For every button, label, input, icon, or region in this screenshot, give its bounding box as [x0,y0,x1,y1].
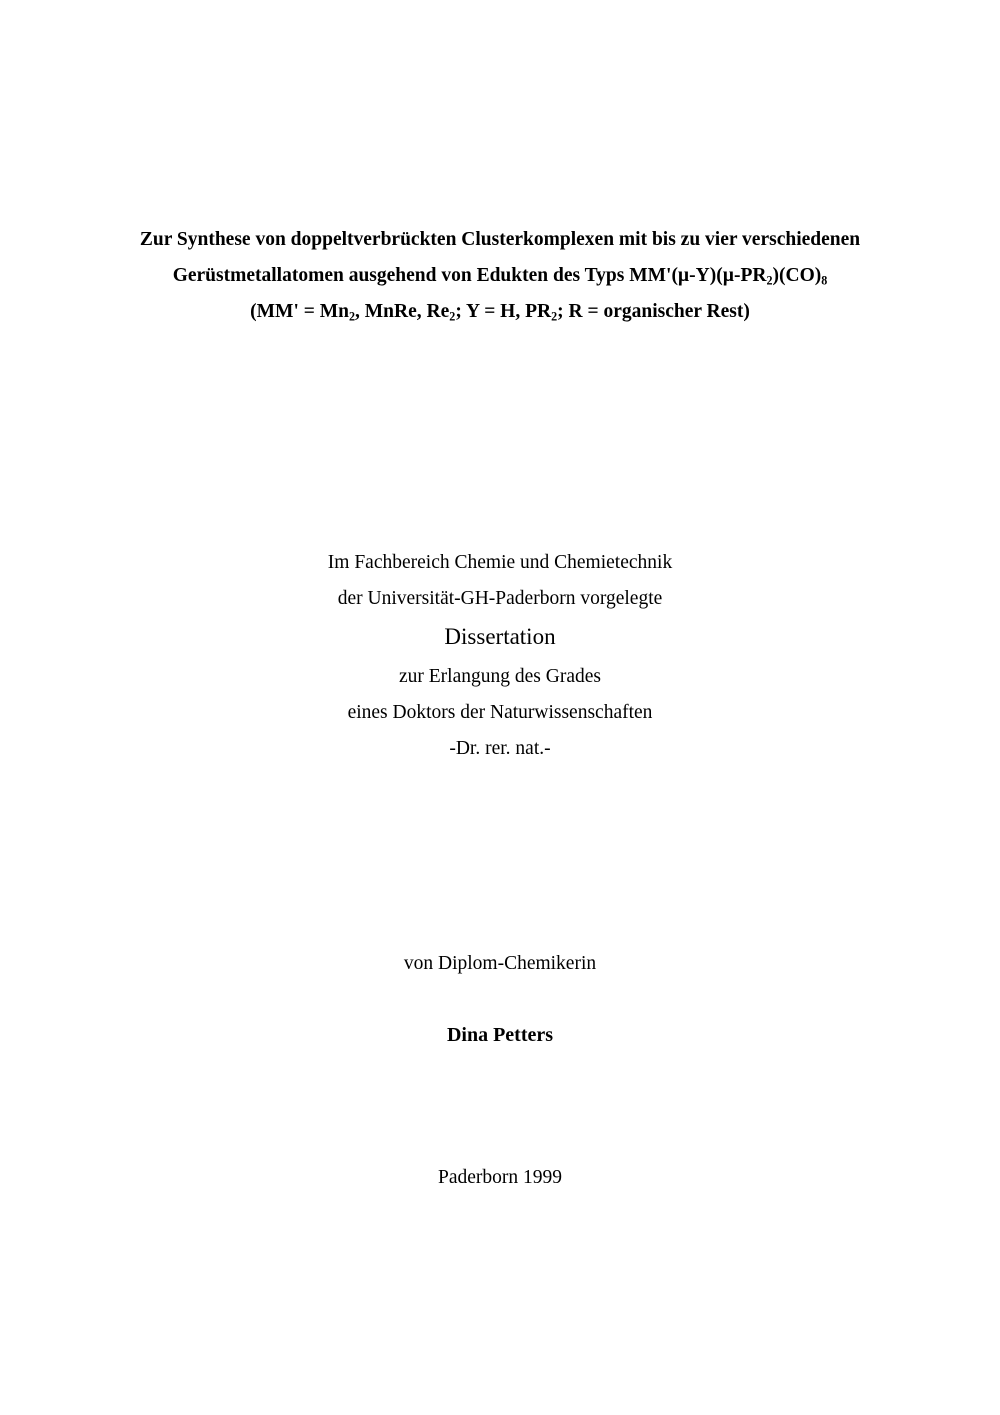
submission-line-3: zur Erlangung des Grades [399,666,601,687]
place-year: Paderborn 1999 [437,1167,563,1188]
submission-line-4: eines Doktors der Naturwissenschaften [347,702,653,723]
submission-line-2: der Universität-GH-Paderborn vorgelegte [337,588,663,609]
title-line-2: Gerüstmetallatomen ausgehend von Edukten des Typs $MM'(\mu-Y)(\mu-PR_2)(CO)_8$ [172,265,828,288]
dissertation-label: Dissertation [444,624,556,649]
submission-line-1: Im Fachbereich Chemie und Chemietechnik [327,552,673,573]
author-name: Dina Petters [446,1024,554,1046]
degree-label: -Dr. rer. nat.- [449,738,551,759]
title-line-1: Zur Synthese von doppeltverbrückten Clusterkomplexen mit bis zu vier verschiedenen [139,229,861,250]
author-prefix: von Diplom-Chemikerin [403,953,597,974]
title-line-3: ($MM' = Mn_2$, MnRe, $Re_2$; Y = H, $PR_2$; R = organischer Rest) [250,301,750,324]
